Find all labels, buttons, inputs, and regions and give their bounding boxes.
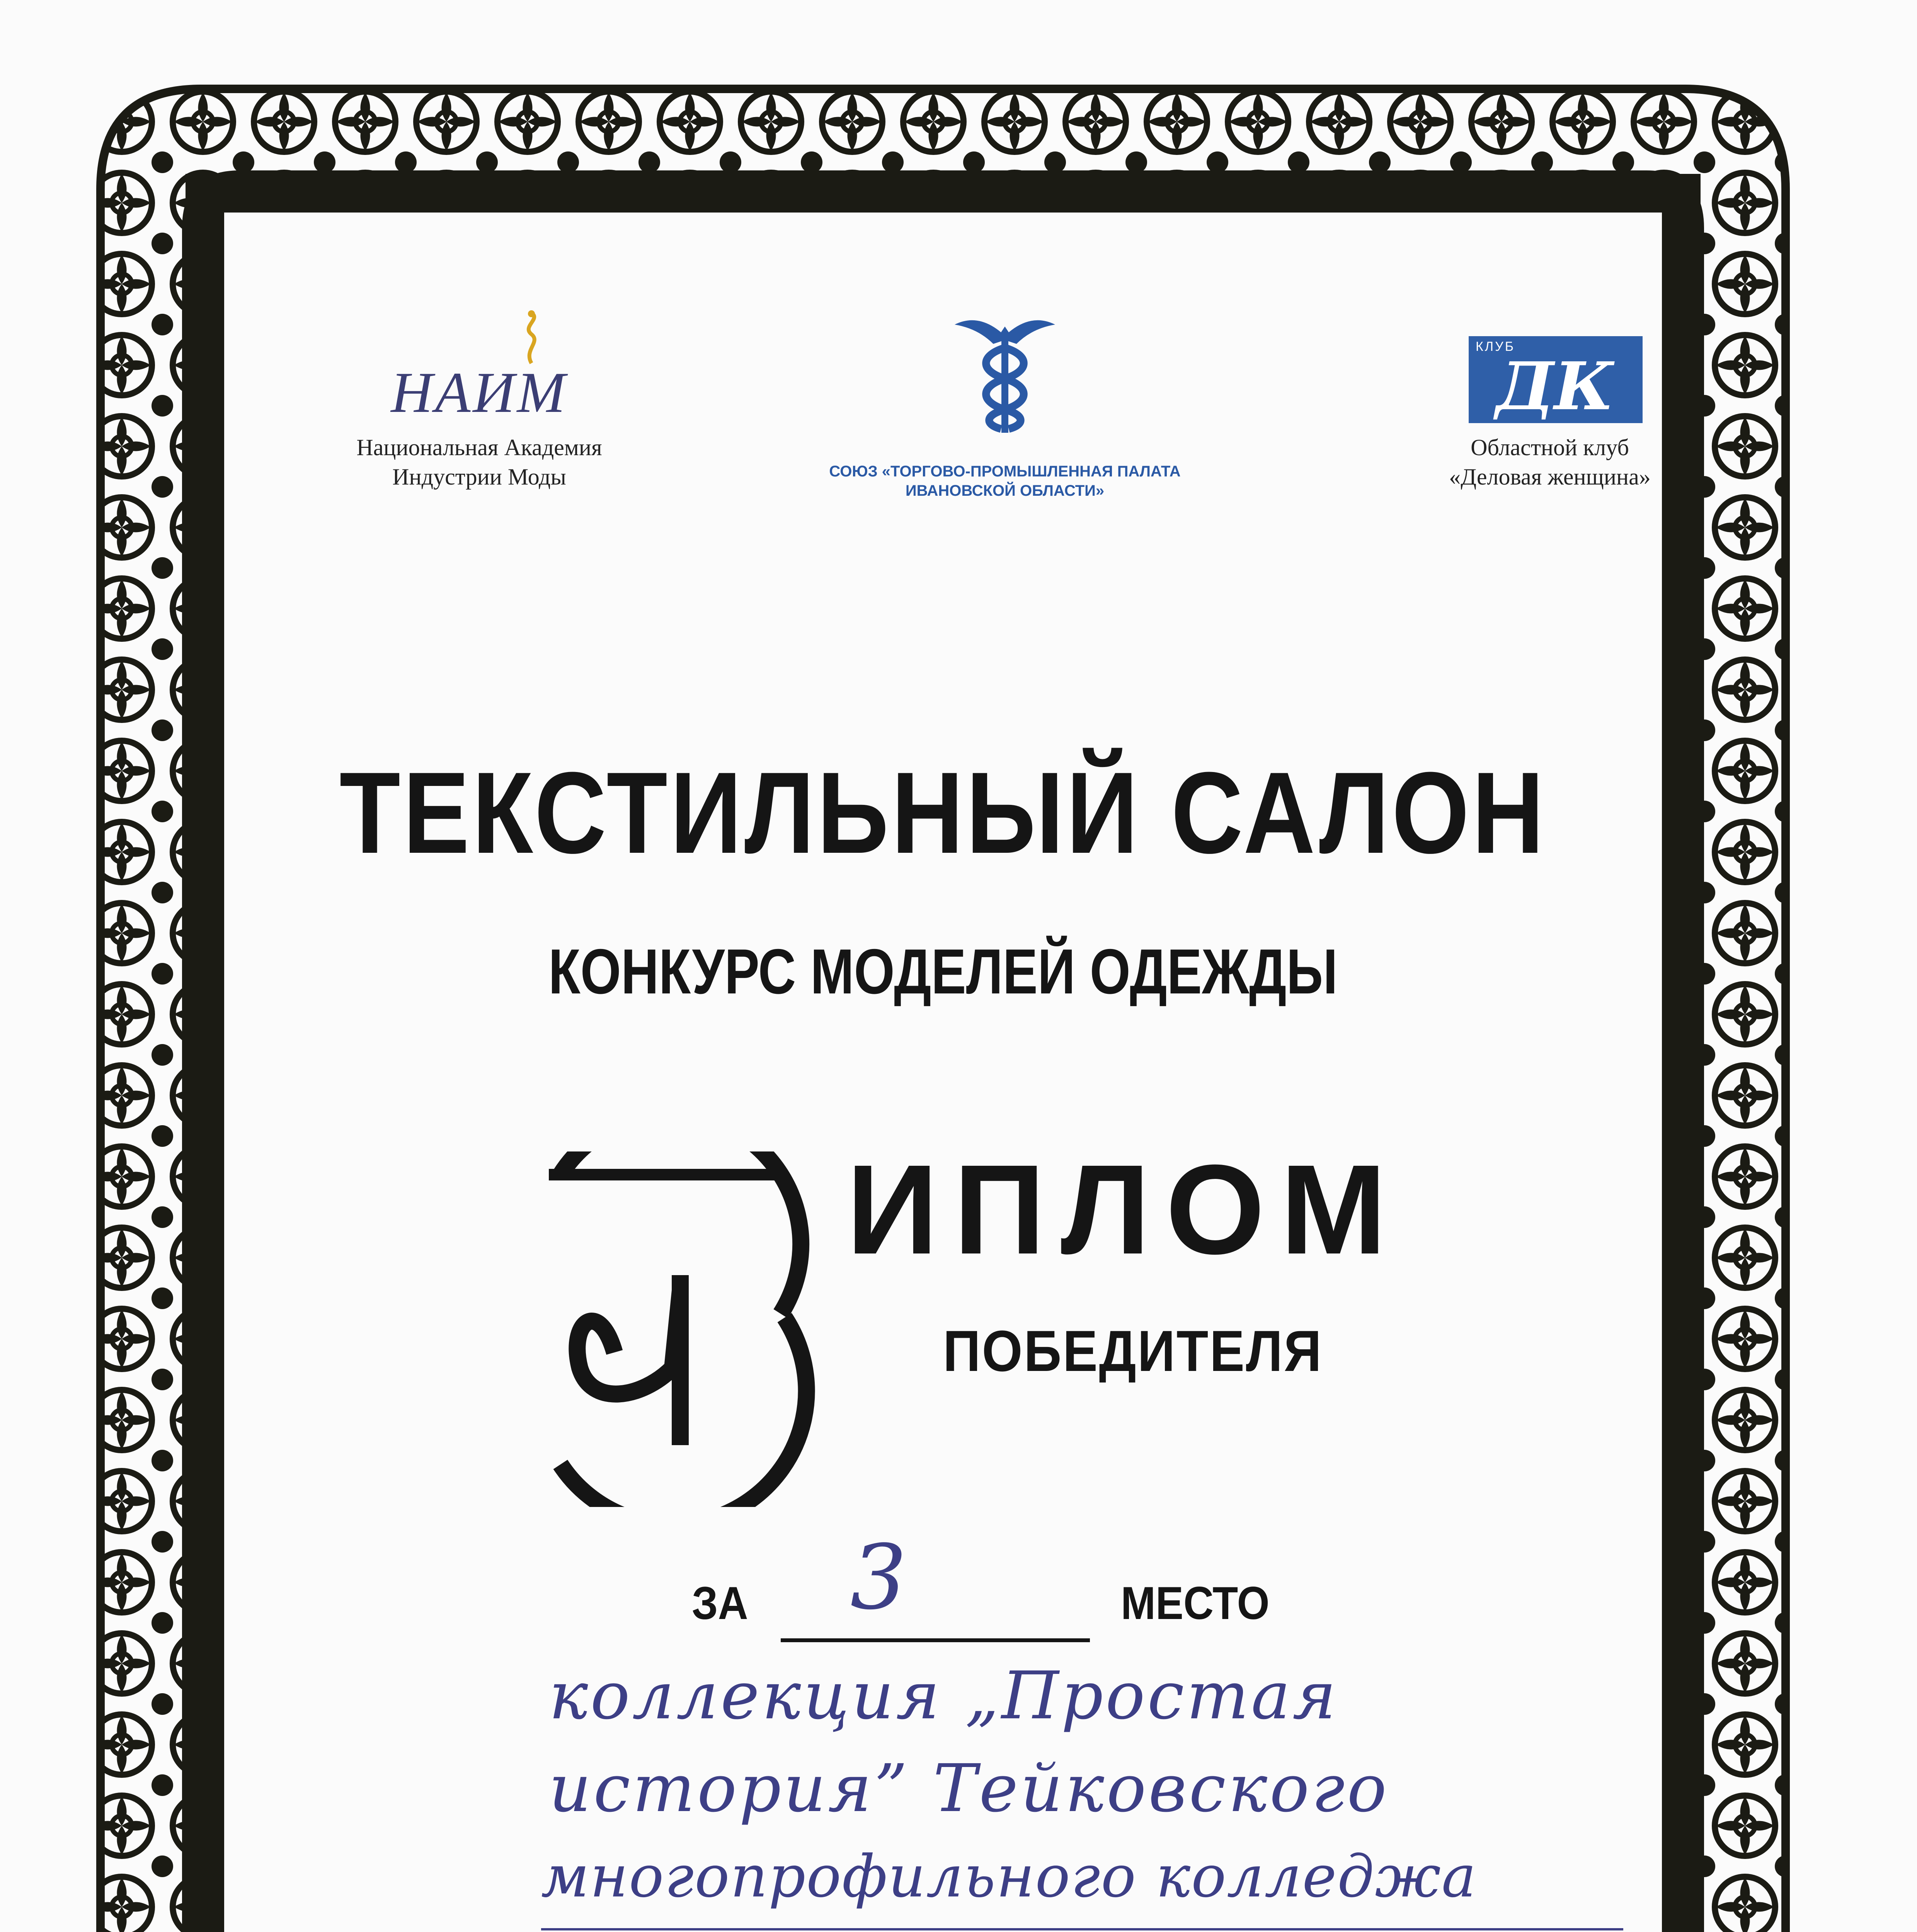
caduceus-icon: [947, 309, 1063, 437]
club-caption: [1411, 433, 1689, 492]
diploma-subtitle: ПОБЕДИТЕЛЯ: [943, 1318, 1323, 1383]
tpp-caption: [792, 462, 1217, 500]
naim-wordmark: НАИМ: [391, 361, 568, 425]
naim-caption-line2: Индустрии Моды: [392, 464, 566, 490]
award-prefix: ЗА: [692, 1577, 748, 1629]
handwritten-line-3: многопрофильного колледжа: [541, 1843, 1477, 1910]
award-place-line: [781, 1638, 1090, 1642]
club-badge: [1469, 336, 1643, 423]
page-title: ТЕКСТИЛЬНЫЙ САЛОН: [339, 748, 1547, 878]
handwritten-underline: [541, 1928, 1623, 1930]
tpp-logo: [792, 309, 1217, 510]
diploma-initial-emblem: [514, 1151, 831, 1507]
tpp-caption-line2: ИВАНОВСКОЙ ОБЛАСТИ»: [905, 482, 1105, 499]
diploma-title: ИПЛОМ: [846, 1138, 1402, 1281]
page-subtitle: КОНКУРС МОДЕЛЕЙ ОДЕЖДЫ: [548, 936, 1338, 1007]
club-badge-letters: ДК: [1496, 348, 1614, 425]
club-caption-line1: Областной клуб: [1471, 435, 1629, 460]
club-caption-line2: «Деловая женщина»: [1449, 464, 1651, 490]
naim-logo: [321, 309, 638, 502]
award-place-value: 3: [850, 1526, 907, 1629]
award-suffix: МЕСТО: [1121, 1577, 1270, 1629]
tpp-caption-line1: СОЮЗ «ТОРГОВО-ПРОМЫШЛЕННАЯ ПАЛАТА: [829, 463, 1181, 480]
naim-caption-line1: Национальная Академия: [356, 435, 602, 460]
handwritten-line-2: история” Тейковского: [549, 1750, 1389, 1827]
handwritten-line-1: коллекция „Простая: [549, 1658, 1338, 1734]
club-logo: [1411, 332, 1689, 506]
club-badge-small-label: КЛУБ: [1476, 339, 1515, 354]
naim-caption: [321, 433, 638, 492]
